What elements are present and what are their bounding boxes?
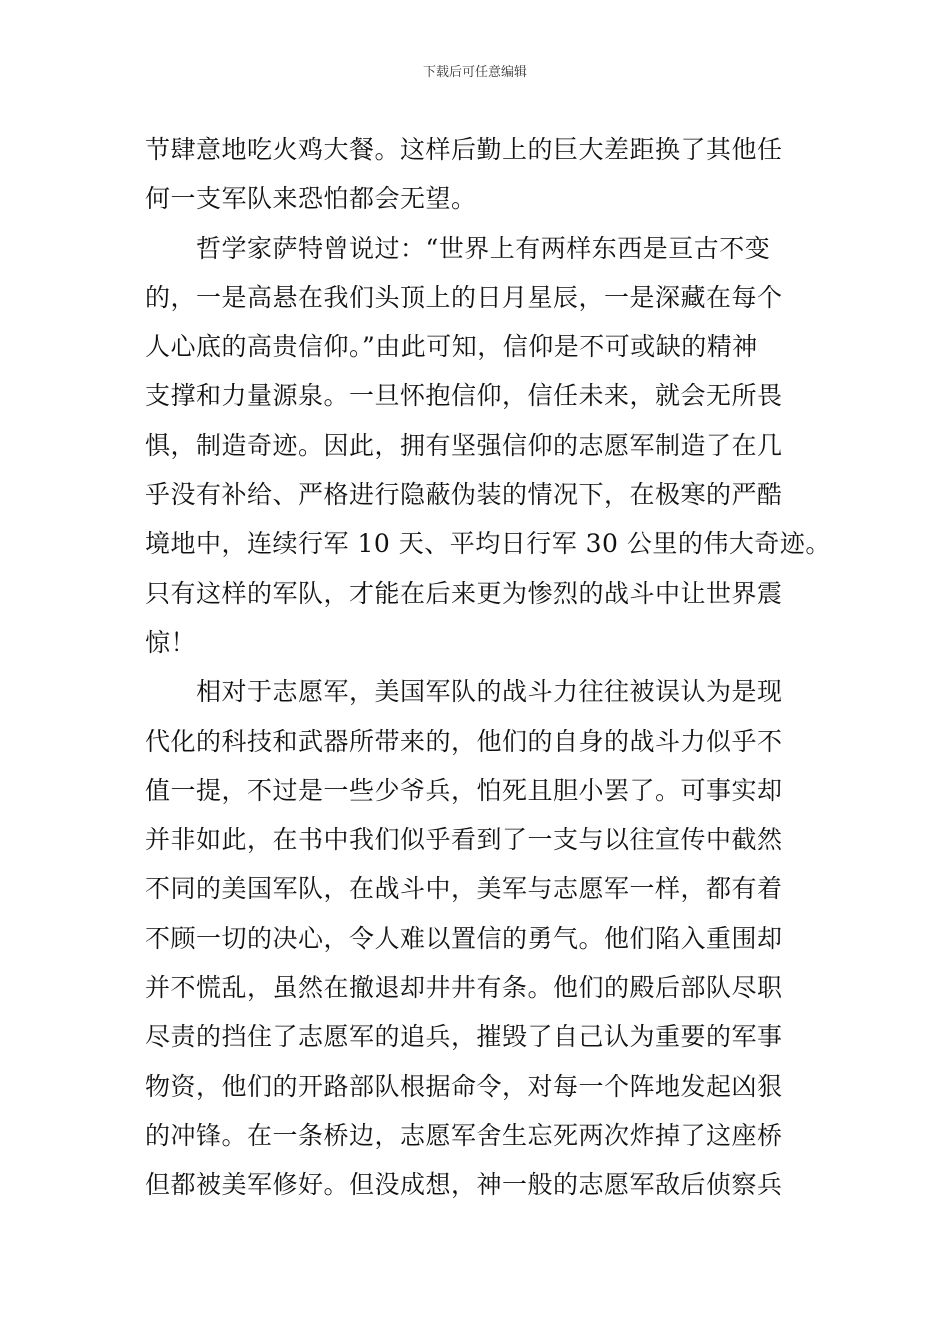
text-line: 境地中，连续行军 10 天、平均日行军 30 公里的伟大奇迹。 — [145, 529, 831, 559]
text-line: 值一提，不过是一些少爷兵，怕死且胆小罢了。可事实却 — [145, 775, 783, 805]
document-body — [145, 125, 831, 1210]
text-line: 哲学家萨特曾说过：“世界上有两样东西是亘古不变 — [145, 233, 771, 263]
text-line: 相对于志愿军，美国军队的战斗力往往被误认为是现 — [145, 677, 783, 707]
text-line: 支撑和力量源泉。一旦怀抱信仰，信任未来，就会无所畏 — [145, 381, 783, 411]
text-line: 并非如此，在书中我们似乎看到了一支与以往宣传中截然 — [145, 825, 783, 855]
text-line: 尽责的挡住了志愿军的追兵，摧毁了自己认为重要的军事 — [145, 1022, 783, 1052]
text-line: 物资，他们的开路部队根据命令，对每一个阵地发起凶狠 — [145, 1071, 783, 1101]
text-line: 代化的科技和武器所带来的，他们的自身的战斗力似乎不 — [145, 726, 783, 756]
text-line: 不顾一切的决心，令人难以置信的勇气。他们陷入重围却 — [145, 923, 783, 953]
text-line: 只有这样的军队，才能在后来更为惨烈的战斗中让世界震 — [145, 578, 783, 608]
text-line: 人心底的高贵信仰。”由此可知，信仰是不可或缺的精神 — [145, 332, 758, 362]
text-line: 并不慌乱，虽然在撤退却井井有条。他们的殿后部队尽职 — [145, 973, 783, 1003]
text-line: 不同的美国军队，在战斗中，美军与志愿军一样，都有着 — [145, 874, 783, 904]
text-line: 惧，制造奇迹。因此，拥有坚强信仰的志愿军制造了在几 — [145, 430, 783, 460]
text-line: 的冲锋。在一条桥边，志愿军舍生忘死两次炸掉了这座桥 — [145, 1120, 783, 1150]
text-line: 节肆意地吃火鸡大餐。这样后勤上的巨大差距换了其他任 — [145, 135, 783, 164]
text-line: 乎没有补给、严格进行隐蔽伪装的情况下，在极寒的严酷 — [145, 480, 783, 510]
text-line: 的，一是高悬在我们头顶上的日月星辰，一是深藏在每个 — [145, 282, 783, 312]
text-line: 何一支军队来恐怕都会无望。 — [145, 184, 477, 214]
text-line: 但都被美军修好。但没成想，神一般的志愿军敌后侦察兵 — [145, 1170, 783, 1200]
page-header: 下载后可任意编辑 — [422, 65, 527, 80]
text-line: 惊！ — [145, 627, 197, 657]
